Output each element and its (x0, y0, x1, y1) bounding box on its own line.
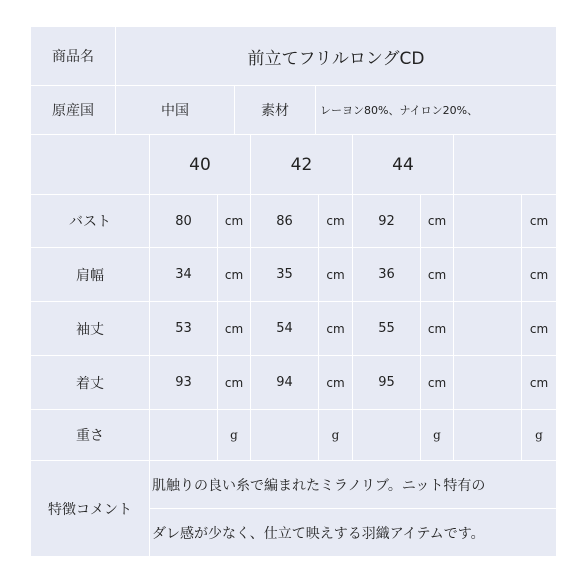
sleeve-unit-extra: cm (529, 321, 549, 336)
weight-unit-40: g (230, 428, 238, 442)
bust-unit-40: cm (224, 214, 244, 228)
weight-value-42 (251, 410, 318, 460)
sleeve-label: 袖丈 (76, 321, 104, 338)
weight-unit-44: g (433, 428, 441, 442)
weight-unit-42: g (331, 428, 340, 442)
bust-value-42: 86 (276, 213, 293, 229)
shoulder-value-40: 34 (175, 267, 192, 282)
shoulder-label: 肩幅 (76, 267, 104, 284)
length-label: 着丈 (76, 375, 104, 392)
origin-label: 原産国 (52, 103, 94, 119)
sleeve-unit-40: cm (224, 321, 244, 336)
bust-label: バスト (69, 214, 111, 230)
bust-unit-44: cm (427, 214, 447, 228)
shoulder-value-44: 36 (378, 267, 395, 282)
features-line-2: ダレ感が少なく、仕立て映えする羽織アイテムです。 (152, 525, 485, 542)
features-label: 特徴コメント (48, 501, 132, 518)
grid-line (453, 134, 454, 460)
spec-table (31, 27, 556, 556)
weight-value-40 (150, 410, 217, 460)
size-header-44: 44 (392, 154, 414, 175)
length-value-42: 94 (276, 375, 293, 390)
size-header-40: 40 (189, 154, 211, 175)
bust-value-40: 80 (175, 213, 192, 229)
material-label: 素材 (261, 103, 289, 119)
length-unit-42: cm (326, 375, 345, 390)
length-unit-44: cm (427, 375, 447, 390)
shoulder-unit-extra: cm (529, 267, 549, 282)
length-value-40: 93 (175, 375, 192, 390)
sleeve-unit-44: cm (427, 321, 447, 336)
bust-unit-42: cm (326, 214, 345, 228)
sleeve-value-40: 53 (175, 321, 192, 336)
size-header-42: 42 (290, 154, 313, 175)
sleeve-value-42: 54 (276, 321, 293, 336)
shoulder-unit-42: cm (326, 267, 345, 282)
product-name-label: 商品名 (52, 49, 94, 65)
weight-value-44 (353, 410, 420, 460)
sleeve-unit-42: cm (326, 321, 345, 336)
length-unit-40: cm (224, 375, 244, 390)
length-value-44: 95 (378, 375, 395, 390)
weight-unit-extra: g (535, 428, 543, 442)
product-name-value: 前立てフリルロングCD (247, 48, 425, 69)
material-value: レーヨン80%、ナイロン20%、 (320, 104, 479, 117)
sleeve-value-44: 55 (378, 321, 395, 336)
shoulder-value-42: 35 (276, 267, 293, 282)
weight-label: 重さ (76, 428, 104, 444)
features-line-1: 肌触りの良い糸で編まれたミラノリブ。ニット特有の (152, 477, 486, 494)
shoulder-unit-44: cm (427, 267, 447, 282)
bust-value-44: 92 (378, 213, 395, 229)
bust-unit-extra: cm (529, 214, 549, 228)
length-unit-extra: cm (529, 375, 549, 390)
origin-value: 中国 (161, 103, 189, 119)
shoulder-unit-40: cm (224, 267, 244, 282)
